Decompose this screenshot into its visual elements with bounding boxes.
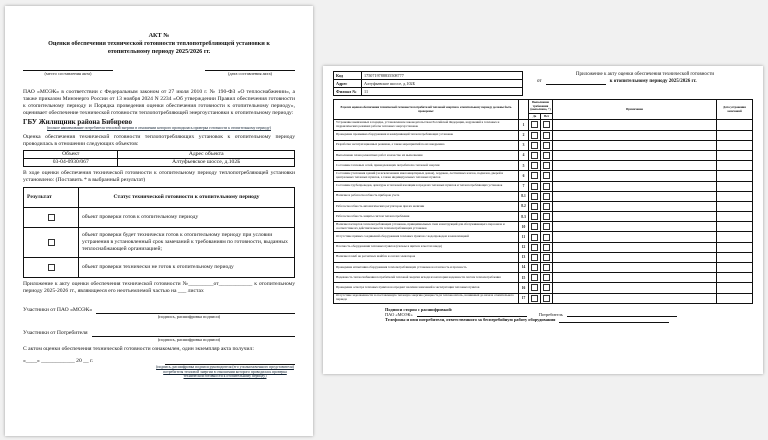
table-row [334, 252, 753, 262]
result-option-conditional: объект проверки будет технически готов к отопительному периоду при условии устранения в установленный срок замечаний к требованиям по готовности, выданных теплоснабжающей организацией; [79, 228, 295, 258]
checkbox-yes[interactable] [531, 284, 538, 291]
object-code: 03-04-0930/067 [24, 159, 118, 167]
checkbox-no[interactable] [543, 264, 550, 271]
notes-cell[interactable] [553, 191, 717, 201]
appendix-title: Приложение к акту оценки обеспечения технической готовности [575, 72, 715, 77]
table-row [334, 150, 753, 160]
appendix-period: к отопительному периоду 2025/2026 гг. [609, 79, 697, 84]
consumer-sign-label: Потребитель [538, 312, 563, 318]
phone-label: Телефоны и имя потребителя, ответственного за бесперебойную работу оборудования [385, 317, 556, 323]
checkbox-no[interactable] [543, 162, 550, 169]
fix-date-cell[interactable] [717, 171, 753, 181]
checkbox-yes[interactable] [531, 121, 538, 128]
table-row [334, 140, 753, 150]
table-row [334, 161, 753, 171]
notes-cell[interactable] [553, 212, 717, 222]
checklist-item-text: Состояние утепления зданий (за исключением многоквартирных домов), чердаков, лестничных клеток, подвалов, дверей и центральных тепловых пунктов, а также индивидуальных тепловых пунктов [334, 171, 519, 181]
col-done: Выполнение требования (выполнено, +) [529, 100, 553, 114]
checklist-item-number: 10 [519, 222, 529, 232]
table-row [24, 228, 295, 258]
result-checkbox-not-ready[interactable] [48, 264, 55, 271]
fix-date-cell[interactable] [717, 150, 753, 160]
date-signature-row [23, 358, 295, 365]
checkbox-no[interactable] [543, 172, 550, 179]
branch-value: 11 [362, 88, 523, 96]
checkbox-yes[interactable] [531, 295, 538, 302]
checkbox-yes[interactable] [531, 183, 538, 190]
checkbox-no[interactable] [543, 121, 550, 128]
consumer-caption: (полное наименование потребителя тепловой энергии в отношении которого проводилась проверка готовности к отопительному периоду) [47, 126, 271, 131]
notes-cell[interactable] [553, 120, 717, 130]
fix-date-cell[interactable] [717, 161, 753, 171]
checkbox-no[interactable] [543, 203, 550, 210]
checkbox-no[interactable] [543, 132, 550, 139]
notes-cell[interactable] [553, 252, 717, 262]
date-fill: «____» ____________ 20 __ г. [23, 358, 94, 364]
checkbox-no[interactable] [543, 295, 550, 302]
table-row [334, 181, 753, 191]
checklist-item-number: 2 [519, 130, 529, 140]
consumer-name: ГБУ Жилищник района Бибирево [23, 117, 133, 126]
objects-intro: Оценка обеспечения технической готовности теплопотребляющих установок к отопительному периоду проводилась в отношении следующих объектов: [23, 134, 295, 148]
signed-by: Подписи сторон с расшифровкой: [385, 306, 453, 312]
checkbox-yes[interactable] [531, 274, 538, 281]
checklist-item-number: 1 [519, 120, 529, 130]
signatures-block [333, 307, 753, 323]
checklist-item-text: Наличие и работоспособность приборов учета [334, 191, 519, 201]
table-row [24, 258, 295, 278]
checkbox-yes[interactable] [531, 152, 538, 159]
checklist-item-number: 16 [519, 283, 529, 293]
appendix-from: от [537, 79, 542, 84]
checklist-item-number: 12 [519, 242, 529, 252]
fix-date-cell[interactable] [717, 263, 753, 273]
checklist-item-text: Проведение испытания оборудования теплопотребляющих установок на плотность и прочность [334, 263, 519, 273]
result-checkbox-conditional[interactable] [48, 239, 55, 246]
fix-date-cell[interactable] [717, 201, 753, 211]
checkbox-yes[interactable] [531, 162, 538, 169]
address-value: Алтуфьевское шоссе, д.102Б [362, 80, 523, 88]
act-heading-line2: отопительному периоду 2025/2026 гг. [107, 47, 211, 55]
fix-date-cell[interactable] [717, 242, 753, 252]
date-caption: (дата составления акта) [227, 71, 273, 77]
checklist-item-number: 4 [519, 150, 529, 160]
place-date-row [23, 65, 295, 77]
checklist-item-number: 15 [519, 273, 529, 283]
checklist-item-text: Надежность теплоснабжения потребителей тепловой энергии исходя из категории надежности систем теплопотребления [334, 273, 519, 283]
moek-sign-label: ПАО «МОЭК» [385, 312, 413, 318]
fix-date-cell[interactable] [717, 191, 753, 201]
bottom-caption: (подпись, расшифровка подписи руководителя (его уполномоченного представителя) потребителя тепловой энергии в отношении которого проводилась проверка технической готовности к отопительному периоду) [156, 364, 294, 379]
checkbox-no[interactable] [543, 213, 550, 220]
consumer-sign-line[interactable] [567, 316, 677, 317]
checkbox-yes[interactable] [531, 172, 538, 179]
notes-cell[interactable] [553, 171, 717, 181]
consumer-label: Участники от Потребителя [23, 329, 88, 336]
checklist-item-text: Работоспособность защиты систем теплопотребления [334, 212, 519, 222]
appendix-title-block [523, 71, 753, 96]
notes-cell[interactable] [553, 273, 717, 283]
table-row [334, 120, 753, 130]
objects-header-address: Адрес объекта [118, 151, 295, 159]
checklist-item-text: Работоспособность автоматических регуляторов при их наличии [334, 201, 519, 211]
checklist-table [333, 99, 753, 304]
moek-signature-caption: (подпись, расшифровка подписи) [157, 314, 221, 320]
notes-cell[interactable] [553, 161, 717, 171]
table-row [24, 159, 295, 167]
table-row [334, 263, 753, 273]
table-row [334, 171, 753, 181]
checkbox-no[interactable] [543, 223, 550, 230]
intro-paragraph: ПАО «МОЭК» в соответствии с Федеральным законом от 27 июля 2010 г. № 190-ФЗ «О теплоснабжении», а также приказом Минэнерго России от 13 ноября 2024 N 2234 «Об утверждении Правил обеспечения готовности к отопительному периоду и Порядка проведения оценки обеспечения готовности к отопительному периоду», оценивает обеспечение технической готовности теплопотребляющей энергоустановки к отопительному периоду: [23, 88, 295, 116]
checklist-item-text: Проведение промывки оборудования и коммуникаций теплопотребляющих установок [334, 130, 519, 140]
checkbox-no[interactable] [543, 254, 550, 261]
objects-header-object: Объект [24, 151, 118, 159]
table-row [334, 283, 753, 293]
object-address: Алтуфьевское шоссе, д.102Б [118, 159, 295, 167]
objects-table [23, 150, 295, 167]
checkbox-yes[interactable] [531, 203, 538, 210]
checklist-item-text: Наличие паспортов теплопотребляющих установок, принципиальных схем и инструкций для обслуживающего персонала и соответствие их действительности теплопотребляющих установок [334, 222, 519, 232]
table-row [334, 130, 753, 140]
checklist-item-text: Проведение осмотра тепловых пунктов на предмет наличия замечаний к эксплуатации тепловых пунктов [334, 283, 519, 293]
table-row [334, 273, 753, 283]
checklist-item-number: 8.1 [519, 191, 529, 201]
checklist-item-number: 3 [519, 140, 529, 150]
notes-cell[interactable] [553, 232, 717, 242]
notes-cell[interactable] [553, 150, 717, 160]
checkbox-yes[interactable] [531, 142, 538, 149]
consumer-signature [23, 330, 295, 337]
notes-cell[interactable] [553, 181, 717, 191]
col-no: Нет [541, 113, 553, 120]
checklist-item-text: Состояние трубопроводов, арматуры и тепловой изоляции в пределах тепловых пунктов и теплопотребляющих установок [334, 181, 519, 191]
checkbox-yes[interactable] [531, 193, 538, 200]
col-yes: Да [529, 113, 541, 120]
place-caption: (место составления акта) [44, 71, 92, 77]
notes-cell[interactable] [553, 222, 717, 232]
object-info-table [333, 71, 523, 96]
checkbox-yes[interactable] [531, 264, 538, 271]
consumer-signature-line[interactable] [92, 331, 295, 337]
notes-cell[interactable] [553, 263, 717, 273]
checkbox-no[interactable] [543, 142, 550, 149]
code-label: Код [334, 72, 362, 80]
act-title: АКТ № [148, 32, 170, 39]
checklist-item-number: 6 [519, 171, 529, 181]
fix-date-cell[interactable] [717, 212, 753, 222]
checklist-item-text: Состояние тепловых сетей, принадлежащих потребителю тепловой энергии [334, 161, 519, 171]
code-value: 1750719788835508777 [362, 72, 523, 80]
table-row [334, 242, 753, 252]
fix-date-cell[interactable] [717, 181, 753, 191]
checkbox-no[interactable] [543, 284, 550, 291]
checkbox-yes[interactable] [531, 223, 538, 230]
moek-signature [23, 307, 295, 314]
checklist-item-number: 5 [519, 161, 529, 171]
appendix-date-line[interactable] [546, 84, 606, 85]
fix-date-cell[interactable] [717, 130, 753, 140]
checklist-item-number: 13 [519, 252, 529, 262]
result-table [23, 187, 295, 278]
checklist-item-text: Устранение выявленных в порядке, установленном законодательством Российской Федерации, нарушений в тепловых и гидравлических режимах работы тепловых энергоустановок [334, 120, 519, 130]
table-row [334, 222, 753, 232]
fix-date-cell[interactable] [717, 283, 753, 293]
moek-label: Участники от ПАО «МОЭК» [23, 307, 93, 314]
fix-date-cell[interactable] [717, 293, 753, 303]
col-date: Дата устранения замечаний [717, 100, 753, 120]
fix-date-cell[interactable] [717, 273, 753, 283]
notes-cell[interactable] [553, 293, 717, 303]
notes-cell[interactable] [553, 140, 717, 150]
checklist-item-text: Отсутствие прямых соединений оборудования тепловых пунктов с водопроводом и канализацией [334, 232, 519, 242]
notes-cell[interactable] [553, 283, 717, 293]
notes-cell[interactable] [553, 242, 717, 252]
checklist-item-text: Плотность оборудования тепловых пунктов (гильзы в щитках и местах ввода) [334, 242, 519, 252]
checkbox-yes[interactable] [531, 254, 538, 261]
copy-text: С актом оценки обеспечения технической готовности ознакомлен, один экземпляр акта получил: [23, 346, 254, 353]
branch-label: Филиал № [334, 88, 362, 96]
table-row [334, 201, 753, 211]
checkbox-yes[interactable] [531, 234, 538, 241]
result-option-not-ready: объект проверки технически не готов к отопительному периоду [79, 258, 295, 278]
checkbox-no[interactable] [543, 193, 550, 200]
checklist-item-number: 11 [519, 232, 529, 242]
result-intro: В ходе оценки обеспечения технической готовности к отопительному периоду теплопотребляющей установки установлено: (Поставить * в выбранный результат) [23, 170, 295, 184]
notes-cell[interactable] [553, 130, 717, 140]
table-row [334, 212, 753, 222]
checkbox-no[interactable] [543, 244, 550, 251]
result-header: Результат [24, 188, 79, 208]
fix-date-cell[interactable] [717, 252, 753, 262]
table-row [24, 208, 295, 228]
fix-date-cell[interactable] [717, 120, 753, 130]
consumer-signature-caption: (подпись, расшифровка подписи) [157, 336, 221, 342]
table-row [334, 191, 753, 201]
checklist-item-text: Отсутствие задолженности за поставленную тепловую энергию (мощность) и теплоноситель, возникшей до начала отопительного периода [334, 293, 519, 303]
result-option-ready: объект проверки готов к отопительному периоду [79, 208, 295, 228]
checkbox-no[interactable] [543, 234, 550, 241]
checklist-item-text: Наличие пломб на расчетных шайбах и соплах элеваторов [334, 252, 519, 262]
notes-cell[interactable] [553, 201, 717, 211]
address-label: Адрес [334, 80, 362, 88]
checkbox-no[interactable] [543, 152, 550, 159]
fix-date-cell[interactable] [717, 232, 753, 242]
appendix-text: Приложение к акту оценки обеспечения технической готовности №_________от____________ к отопительному периоду 2025-2026 гг., являющееся его неотъемлемой частью на ___ листах [23, 281, 295, 295]
appendix-page [323, 66, 763, 374]
checkbox-no[interactable] [543, 274, 550, 281]
table-row [334, 232, 753, 242]
col-notes: Примечание [553, 100, 717, 120]
checkbox-yes[interactable] [531, 213, 538, 220]
result-checkbox-ready[interactable] [48, 214, 55, 221]
act-page [5, 6, 313, 436]
table-row [334, 293, 753, 303]
checklist-item-number: 8.3 [519, 212, 529, 222]
checkbox-yes[interactable] [531, 244, 538, 251]
act-heading-line1: Оценки обеспечения технической готовности теплопотребляющей установки к [48, 39, 270, 47]
checklist-item-number: 17 [519, 293, 529, 303]
col-item: В целях оценки обеспечения технической готовности потребителей тепловой энергии к отопительному периоду должны быть проверены: [334, 100, 519, 120]
checklist-item-number: 14 [519, 263, 529, 273]
checkbox-no[interactable] [543, 183, 550, 190]
fix-date-cell[interactable] [717, 140, 753, 150]
checklist-item-text: Выполнение плана ремонтных работ и качество их выполнения [334, 150, 519, 160]
checklist-item-number: 7 [519, 181, 529, 191]
checkbox-yes[interactable] [531, 132, 538, 139]
fix-date-cell[interactable] [717, 222, 753, 232]
checklist-item-number: 8.2 [519, 201, 529, 211]
checklist-item-text: Разработка эксплуатационных режимов, а также мероприятий по их внедрению [334, 140, 519, 150]
phone-line[interactable] [559, 322, 669, 323]
status-header: Статус технической готовности к отопительному периоду [79, 188, 295, 208]
appendix-header [333, 71, 753, 96]
